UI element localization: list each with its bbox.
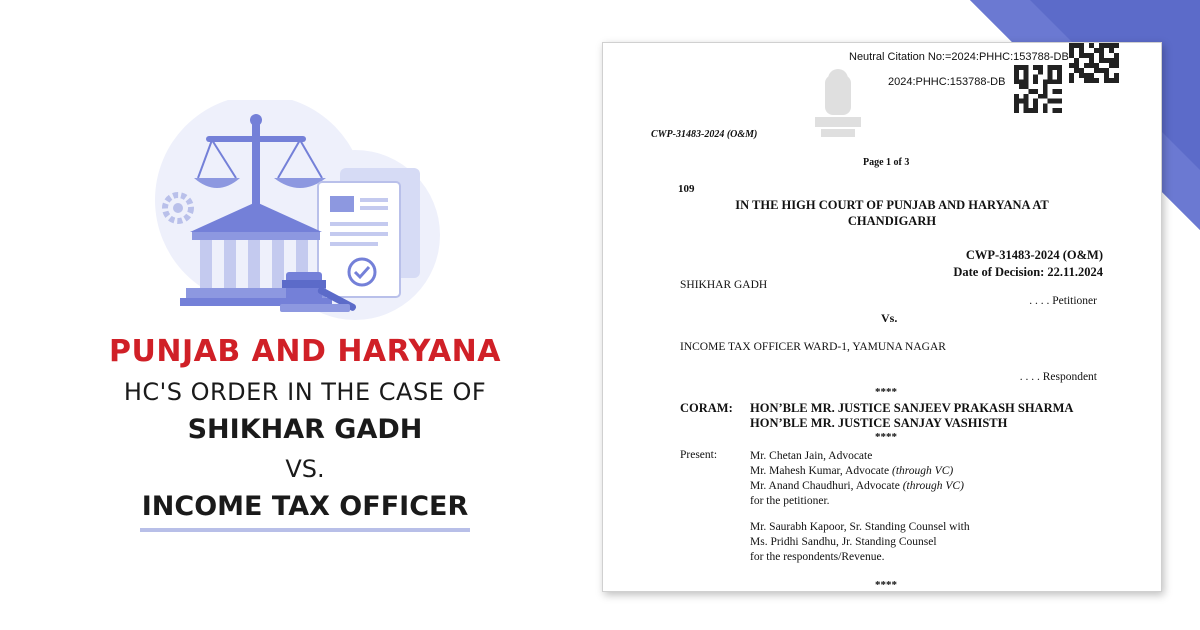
case-number: CWP-31483-2024 (O&M) — [965, 248, 1103, 262]
headline-court: PUNJAB AND HARYANA — [109, 334, 501, 369]
page-number: Page 1 of 3 — [863, 157, 910, 168]
petitioner-role: . . . . Petitioner — [1029, 295, 1097, 307]
coram-judges — [750, 401, 1073, 431]
respondent-name: INCOME TAX OFFICER WARD-1, YAMUNA NAGAR — [680, 341, 946, 353]
petitioner-name: SHIKHAR GADH — [680, 279, 768, 291]
qr-code-icon — [1069, 43, 1119, 83]
emblem-watermark-icon — [803, 65, 873, 155]
headline-subtitle: HC'S ORDER IN THE CASE OF — [123, 378, 487, 406]
judge-name: HON’BLE MR. JUSTICE SANJEEV PRAKASH SHARMA — [750, 401, 1074, 415]
separator: **** — [875, 431, 897, 443]
judge-name: HON’BLE MR. JUSTICE SANJAY VASHISTH — [750, 416, 1008, 430]
citation-code: 2024:PHHC:153788-DB — [888, 76, 1006, 88]
neutral-citation: Neutral Citation No:=2024:PHHC:153788-DB — [849, 51, 1069, 63]
separator: **** — [875, 386, 897, 398]
coram-label: CORAM: — [680, 401, 733, 415]
respondent-counsel: Mr. Saurabh Kapoor, Sr. Standing Counsel with Ms. Pridhi Sandhu, Jr. Standing Counsel for the respondents/Revenue. — [750, 521, 970, 563]
decision-date: Date of Decision: 22.11.2024 — [953, 265, 1103, 279]
versus-label: Vs. — [881, 311, 898, 325]
qr-code-icon — [1013, 65, 1063, 113]
legal-illustration — [140, 100, 450, 320]
checkmark-badge-icon — [349, 259, 375, 285]
court-order-document — [602, 42, 1162, 592]
present-label: Present: — [680, 449, 718, 461]
headline-petitioner: SHIKHAR GADH — [187, 414, 423, 445]
court-name: IN THE HIGH COURT OF PUNJAB AND HARYANA AT CHANDIGARH — [735, 198, 1049, 228]
headline — [40, 330, 570, 532]
respondent-role: . . . . Respondent — [1019, 371, 1097, 383]
headline-respondent: INCOME TAX OFFICER — [140, 488, 471, 532]
separator: **** — [875, 579, 897, 591]
petitioner-counsel: Mr. Chetan Jain, Advocate Mr. Mahesh Kumar, Advocate (through VC) Mr. Anand Chaudhuri, Advocate (through VC) for the petitioner. — [750, 450, 964, 507]
case-number-header: CWP-31483-2024 (O&M) — [651, 129, 758, 140]
item-number: 109 — [678, 183, 695, 195]
headline-versus: VS. — [285, 455, 325, 483]
case-details — [953, 247, 1103, 281]
